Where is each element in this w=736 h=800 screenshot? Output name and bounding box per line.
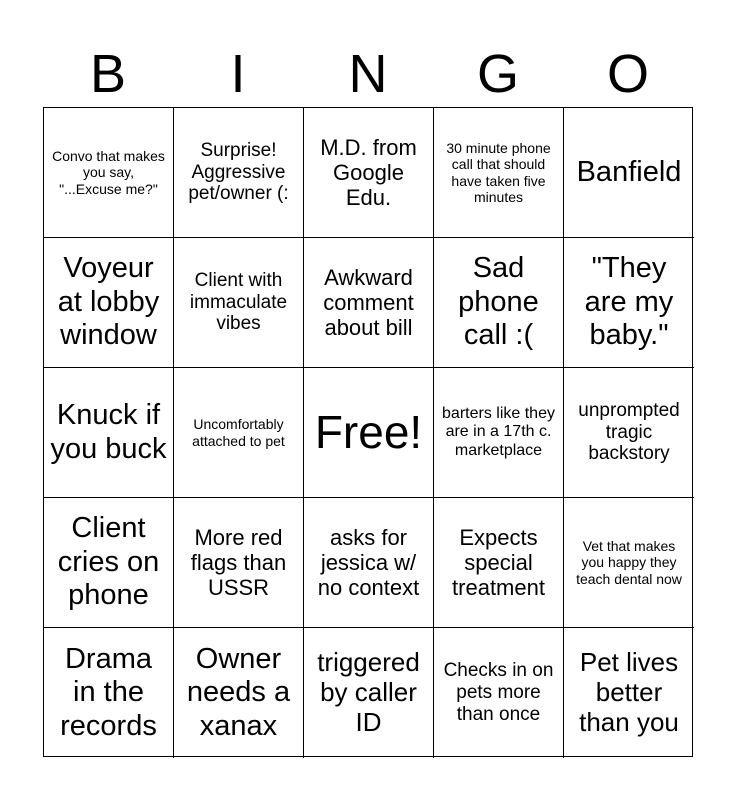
bingo-cell[interactable]: [304, 628, 434, 758]
bingo-cell[interactable]: [434, 108, 564, 238]
bingo-cell[interactable]: [434, 368, 564, 498]
cell-text: Surprise! Aggressive pet/owner (:: [188, 139, 289, 205]
cell-text: 30 minute phone call that should have taken five minutes: [446, 140, 551, 205]
cell-text: Client with immaculate vibes: [189, 269, 288, 335]
bingo-cell[interactable]: [44, 108, 174, 238]
bingo-cell[interactable]: [44, 368, 174, 498]
cell-text: barters like they are in a 17th c. marketplace: [442, 404, 555, 459]
header-letter-o: O: [606, 44, 649, 104]
bingo-grid: [43, 107, 693, 757]
bingo-cell[interactable]: [174, 108, 304, 238]
bingo-cell[interactable]: [434, 238, 564, 368]
bingo-cell[interactable]: [564, 498, 694, 628]
bingo-cell[interactable]: [564, 368, 694, 498]
bingo-cell[interactable]: [304, 498, 434, 628]
cell-text: Voyeur at lobby window: [57, 252, 160, 352]
header-letter-b: B: [89, 44, 127, 104]
bingo-cell[interactable]: [174, 238, 304, 368]
cell-text: Pet lives better than you: [579, 647, 679, 737]
header-letter-i: I: [230, 44, 246, 104]
cell-text: Checks in on pets more than once: [443, 660, 554, 725]
bingo-cell[interactable]: [434, 498, 564, 628]
cell-text: Owner needs a xanax: [186, 642, 291, 742]
bingo-header: [43, 40, 693, 108]
bingo-cell[interactable]: [44, 498, 174, 628]
cell-text: More red flags than USSR: [190, 524, 287, 601]
free-space-text: Free!: [314, 406, 423, 459]
cell-text: Client cries on phone: [57, 512, 160, 612]
bingo-cell[interactable]: [44, 238, 174, 368]
cell-text: triggered by caller ID: [317, 647, 420, 737]
header-letter-n: N: [348, 44, 388, 104]
bingo-cell[interactable]: [304, 108, 434, 238]
bingo-cell[interactable]: [174, 498, 304, 628]
bingo-cell[interactable]: [44, 628, 174, 758]
bingo-cell[interactable]: [564, 628, 694, 758]
bingo-cell-free[interactable]: [304, 368, 434, 498]
cell-text: Sad phone call :(: [458, 252, 539, 352]
cell-text: Expects special treatment: [452, 524, 545, 601]
cell-text: "They are my baby.": [584, 252, 674, 352]
cell-text: Drama in the records: [60, 642, 157, 742]
cell-text: Knuck if you buck: [50, 399, 167, 465]
cell-text: Uncomfortably attached to pet: [192, 416, 285, 449]
cell-text: asks for jessica w/ no context: [317, 524, 420, 601]
cell-text: M.D. from Google Edu.: [320, 134, 417, 211]
cell-text: Vet that makes you happy they teach dental now: [576, 538, 682, 587]
bingo-cell[interactable]: [174, 628, 304, 758]
bingo-cell[interactable]: [304, 238, 434, 368]
bingo-cell[interactable]: [434, 628, 564, 758]
header-letter-g: G: [476, 44, 519, 104]
cell-text: Convo that makes you say, "...Excuse me?": [52, 148, 165, 197]
bingo-cell[interactable]: [564, 108, 694, 238]
bingo-cell[interactable]: [174, 368, 304, 498]
cell-text: Awkward comment about bill: [323, 264, 414, 341]
bingo-cell[interactable]: [564, 238, 694, 368]
cell-text: unprompted tragic backstory: [578, 399, 680, 465]
cell-text: Banfield: [576, 155, 682, 188]
